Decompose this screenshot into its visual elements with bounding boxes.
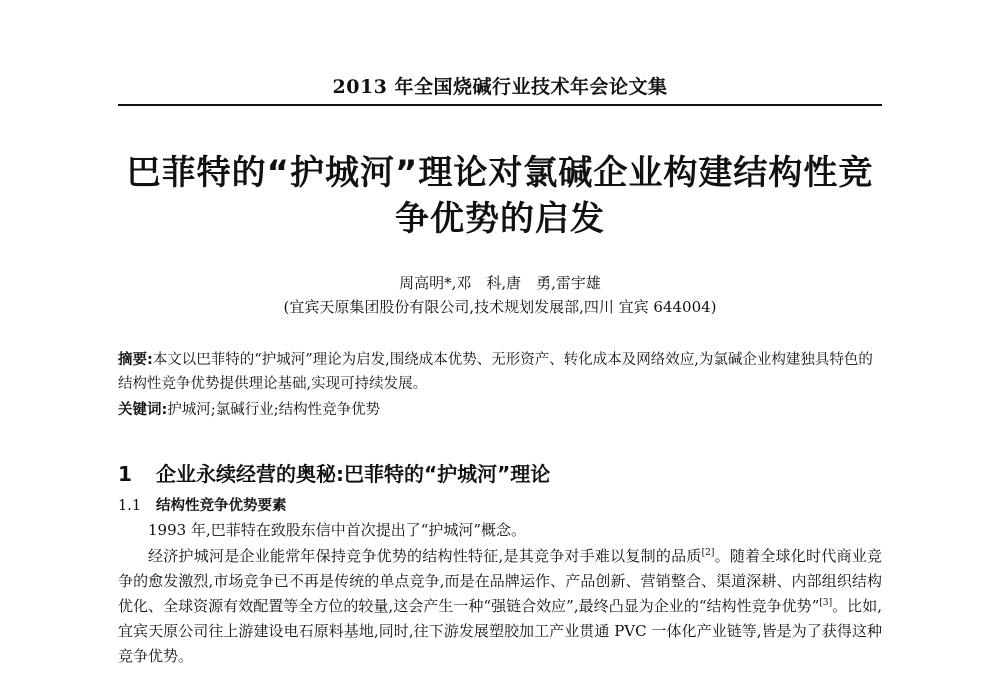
paper-title: 巴菲特的“护城河”理论对氯碱企业构建结构性竞争优势的启发 [126,153,874,239]
abstract-text: 本文以巴菲特的“护城河”理论为启发,围绕成本优势、无形资产、转化成本及网络效应,为氯碱企业构建独具特色的结构性竞争优势提供理论基础,实现可持续发展。 [118,352,873,392]
paragraph-2-text-c: 。比如,宜宾天原公司往上游建设电石原料基地,同时,往下游发展塑胶加工产业贯通 PVC 一体化产业链等,皆是为了获得这种竞争优势。 [118,597,882,665]
keywords-label: 关键词: [118,402,168,418]
header-rule [118,104,882,106]
section-number: 1 [118,462,132,486]
section-title: 企业永续经营的奥秘:巴菲特的“护城河”理论 [156,462,551,486]
paragraph-2-text-a: 经济护城河是企业能常年保持竞争优势的结构性特征,是其竞争对手难以复制的品质 [148,547,702,565]
abstract [118,348,882,396]
subsection-heading [118,494,882,515]
authors: 周高明*,邓 科,唐 勇,雷宇雄 [399,274,601,292]
body-paragraph-2 [118,544,882,669]
subsection-title: 结构性竞争优势要素 [156,498,287,514]
citation-ref-2: [2] [701,548,715,558]
section-heading [118,458,882,487]
body-paragraph-1: 1993 年,巴菲特在致股东信中首次提出了“护城河”概念。 [148,521,527,539]
subsection-number: 1.1 [118,498,142,514]
keywords-text: 护城河;氯碱行业;结构性竞争优势 [167,402,381,418]
keywords [118,398,882,419]
abstract-label: 摘要: [118,352,153,368]
affiliation: (宜宾天原集团股份有限公司,技术规划发展部,四川 宜宾 644004) [283,298,717,316]
citation-ref-3: [3] [819,598,833,608]
running-header: 2013 年全国烧碱行业技术年会论文集 [332,76,668,98]
paragraph-2-text-b: 。随着全球化时代商业竞争的愈发激烈,市场竞争已不再是传统的单点竞争,而是在品牌运作、产品创新、营销整合、渠道深耕、内部组织结构优化、全球资源有效配置等全方位的较量,这会产生一种“强链合效应”,最终凸显为企业的“结构性竞争优势” [118,547,882,615]
